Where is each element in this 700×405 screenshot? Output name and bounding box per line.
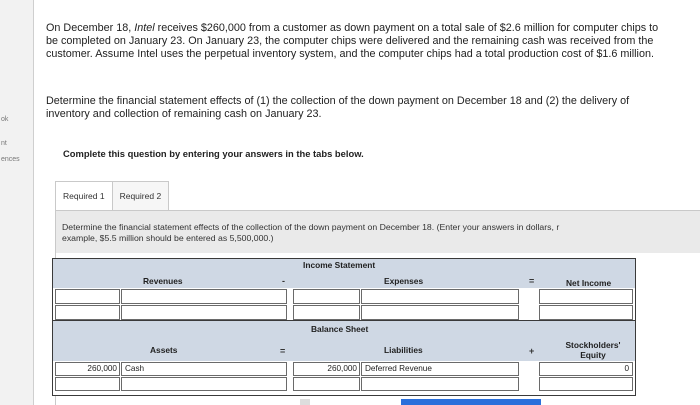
liability-amount-input-2[interactable] <box>293 377 360 391</box>
net-income-header: Net Income <box>566 278 612 288</box>
asset-amount-input-2[interactable] <box>55 377 120 391</box>
revenue-amount-input-2[interactable] <box>55 305 120 320</box>
balance-sheet-grid <box>52 320 636 396</box>
bottom-nav-button[interactable] <box>401 399 541 405</box>
equals-sign-balance: = <box>280 346 286 356</box>
asset-account-value: Cash <box>125 364 145 373</box>
question-tabs <box>55 181 169 211</box>
liability-amount-input-1[interactable] <box>293 362 360 376</box>
rail-item-1[interactable]: ok <box>1 116 9 123</box>
task-instruction-line-1: Determine the financial statement effects of the collection of the down payment on December 18. (Enter your answers in dollars, r <box>62 222 560 232</box>
tab-required-1[interactable]: Required 1 <box>55 181 113 211</box>
task-instruction-line-2: example, $5.5 million should be entered as 5,500,000.) <box>62 233 274 243</box>
plus-sign: + <box>529 346 535 356</box>
p1-rest: receives $260,000 from a customer as down payment on a total sale of $2.6 million for computer chips to be completed on January 23. On January 23, the computer chips were delivered and the remaining cash was received from the customer. Assume Intel uses the perpetual inventory system, and the computer chips had a total production cost of $1.6 million. <box>46 22 659 60</box>
income-statement-title: Income Statement <box>303 260 376 270</box>
instruction-text: Complete this question by entering your answers in the tabs below. <box>63 148 364 159</box>
revenues-header: Revenues <box>143 276 183 286</box>
liability-account-select-2[interactable] <box>361 377 519 391</box>
revenue-account-input-2[interactable] <box>121 305 287 320</box>
question-paragraph-2: Determine the financial statement effects of (1) the collection of the down payment on December 18 and (2) the delivery of inventory and collection of remaining cash on January 23. <box>46 95 630 120</box>
rail-item-3[interactable]: ences <box>1 156 20 163</box>
equals-sign-income: = <box>529 276 535 286</box>
expense-amount-input-2[interactable] <box>293 305 360 320</box>
expense-amount-input-1[interactable] <box>293 289 360 304</box>
bottom-button-left[interactable] <box>300 399 310 405</box>
expense-account-input-2[interactable] <box>361 305 519 320</box>
liability-amount-value: 260,000 <box>327 364 357 373</box>
net-income-input-1[interactable] <box>539 289 633 304</box>
company-name: Intel <box>134 22 155 34</box>
asset-account-select-2[interactable] <box>121 377 287 391</box>
minus-sign: - <box>282 276 285 286</box>
expenses-header: Expenses <box>384 276 424 286</box>
revenue-account-input-1[interactable] <box>121 289 287 304</box>
liability-account-value: Deferred Revenue <box>365 364 432 373</box>
liability-account-select-1[interactable] <box>361 362 519 376</box>
revenue-amount-input-1[interactable] <box>55 289 120 304</box>
tab-required-2[interactable]: Required 2 <box>113 181 170 211</box>
question-paragraph-1 <box>46 22 666 61</box>
net-income-input-2[interactable] <box>539 305 633 320</box>
rail-item-2[interactable]: nt <box>1 140 7 147</box>
expense-account-input-1[interactable] <box>361 289 519 304</box>
income-statement-grid <box>52 258 636 322</box>
asset-amount-input-1[interactable] <box>55 362 120 376</box>
liabilities-header: Liabilities <box>384 345 423 355</box>
equity-input-2[interactable] <box>539 377 633 391</box>
balance-sheet-title: Balance Sheet <box>311 324 369 334</box>
equity-input-1[interactable] <box>539 362 633 376</box>
rail-divider <box>33 0 34 405</box>
asset-amount-value: 260,000 <box>87 364 117 373</box>
assets-header: Assets <box>150 345 178 355</box>
p1-start: On December 18, <box>46 22 135 34</box>
asset-account-select-1[interactable] <box>121 362 287 376</box>
left-navigation-rail <box>0 0 34 405</box>
stockholders-equity-header: Stockholders' Equity <box>565 340 621 360</box>
equity-value: 0 <box>624 364 629 373</box>
